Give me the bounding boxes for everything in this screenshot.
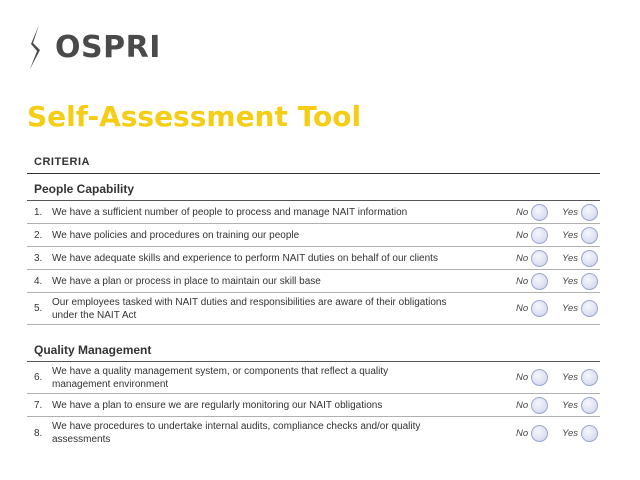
yes-label: Yes [562, 206, 578, 218]
item-number: 3. [34, 252, 43, 264]
no-label: No [515, 399, 529, 411]
no-radio[interactable] [531, 204, 548, 221]
yes-radio[interactable] [581, 250, 598, 267]
no-label: No [515, 252, 529, 264]
criteria-header: CRITERIA [27, 150, 600, 174]
yes-label: Yes [562, 252, 578, 264]
criteria-row-1 [27, 201, 600, 224]
no-label: No [515, 206, 529, 218]
yes-radio[interactable] [581, 204, 598, 221]
yes-label: Yes [562, 372, 578, 383]
answer-options [506, 369, 600, 386]
yes-label: Yes [562, 229, 578, 241]
answer-options [506, 397, 600, 414]
criteria-row-3 [27, 247, 600, 270]
yes-label: Yes [562, 303, 578, 314]
yes-radio[interactable] [581, 300, 598, 317]
no-radio[interactable] [531, 227, 548, 244]
answer-options [506, 227, 600, 244]
no-radio[interactable] [531, 369, 548, 386]
item-number: 5. [34, 303, 43, 314]
item-number: 2. [34, 229, 43, 241]
item-text: We have procedures to undertake internal audits, compliance checks and/or quality assessments [52, 421, 421, 445]
section-people-capability: People Capability [27, 174, 600, 201]
no-radio[interactable] [531, 425, 548, 442]
ospri-logo [27, 25, 161, 69]
no-radio[interactable] [531, 250, 548, 267]
item-text: We have a plan or process in place to maintain our skill base [52, 275, 321, 287]
no-label: No [515, 372, 529, 383]
criteria-row-7 [27, 394, 600, 417]
no-radio[interactable] [531, 300, 548, 317]
answer-options [506, 204, 600, 221]
no-label: No [515, 229, 529, 241]
criteria-row-5 [27, 293, 600, 325]
no-radio[interactable] [531, 397, 548, 414]
answer-options [506, 425, 600, 442]
item-number: 7. [34, 399, 43, 411]
no-label: No [515, 427, 529, 439]
yes-radio[interactable] [581, 425, 598, 442]
yes-label: Yes [562, 399, 578, 411]
criteria-row-8 [27, 417, 600, 449]
brand-name: OSPRI [55, 29, 161, 65]
ospri-logo-mark-icon [27, 25, 47, 69]
yes-label: Yes [562, 275, 578, 287]
criteria-row-6 [27, 362, 600, 394]
item-text: We have adequate skills and experience to perform NAIT duties on behalf of our clients [52, 252, 438, 264]
page-title: Self-Assessment Tool [27, 100, 362, 133]
yes-radio[interactable] [581, 369, 598, 386]
criteria-row-4 [27, 270, 600, 293]
item-number: 1. [34, 206, 43, 218]
item-text: We have a plan to ensure we are regularly monitoring our NAIT obligations [52, 399, 383, 411]
section-quality-management: Quality Management [27, 335, 600, 362]
criteria-table [27, 150, 600, 449]
item-number: 8. [34, 427, 43, 439]
item-number: 4. [34, 275, 43, 287]
criteria-row-2 [27, 224, 600, 247]
item-text: Our employees tasked with NAIT duties and responsibilities are aware of their obligations under the NAIT Act [52, 296, 447, 321]
item-text: We have a quality management system, or components that reflect a quality management environment [52, 365, 389, 390]
answer-options [506, 273, 600, 290]
yes-radio[interactable] [581, 227, 598, 244]
yes-radio[interactable] [581, 273, 598, 290]
answer-options [506, 300, 600, 317]
item-text: We have a sufficient number of people to process and manage NAIT information [52, 206, 408, 218]
no-radio[interactable] [531, 273, 548, 290]
yes-label: Yes [562, 427, 578, 439]
yes-radio[interactable] [581, 397, 598, 414]
item-number: 6. [34, 372, 43, 383]
no-label: No [515, 303, 529, 314]
answer-options [506, 250, 600, 267]
item-text: We have policies and procedures on training our people [52, 229, 300, 241]
no-label: No [515, 275, 529, 287]
section-spacer [27, 325, 600, 335]
